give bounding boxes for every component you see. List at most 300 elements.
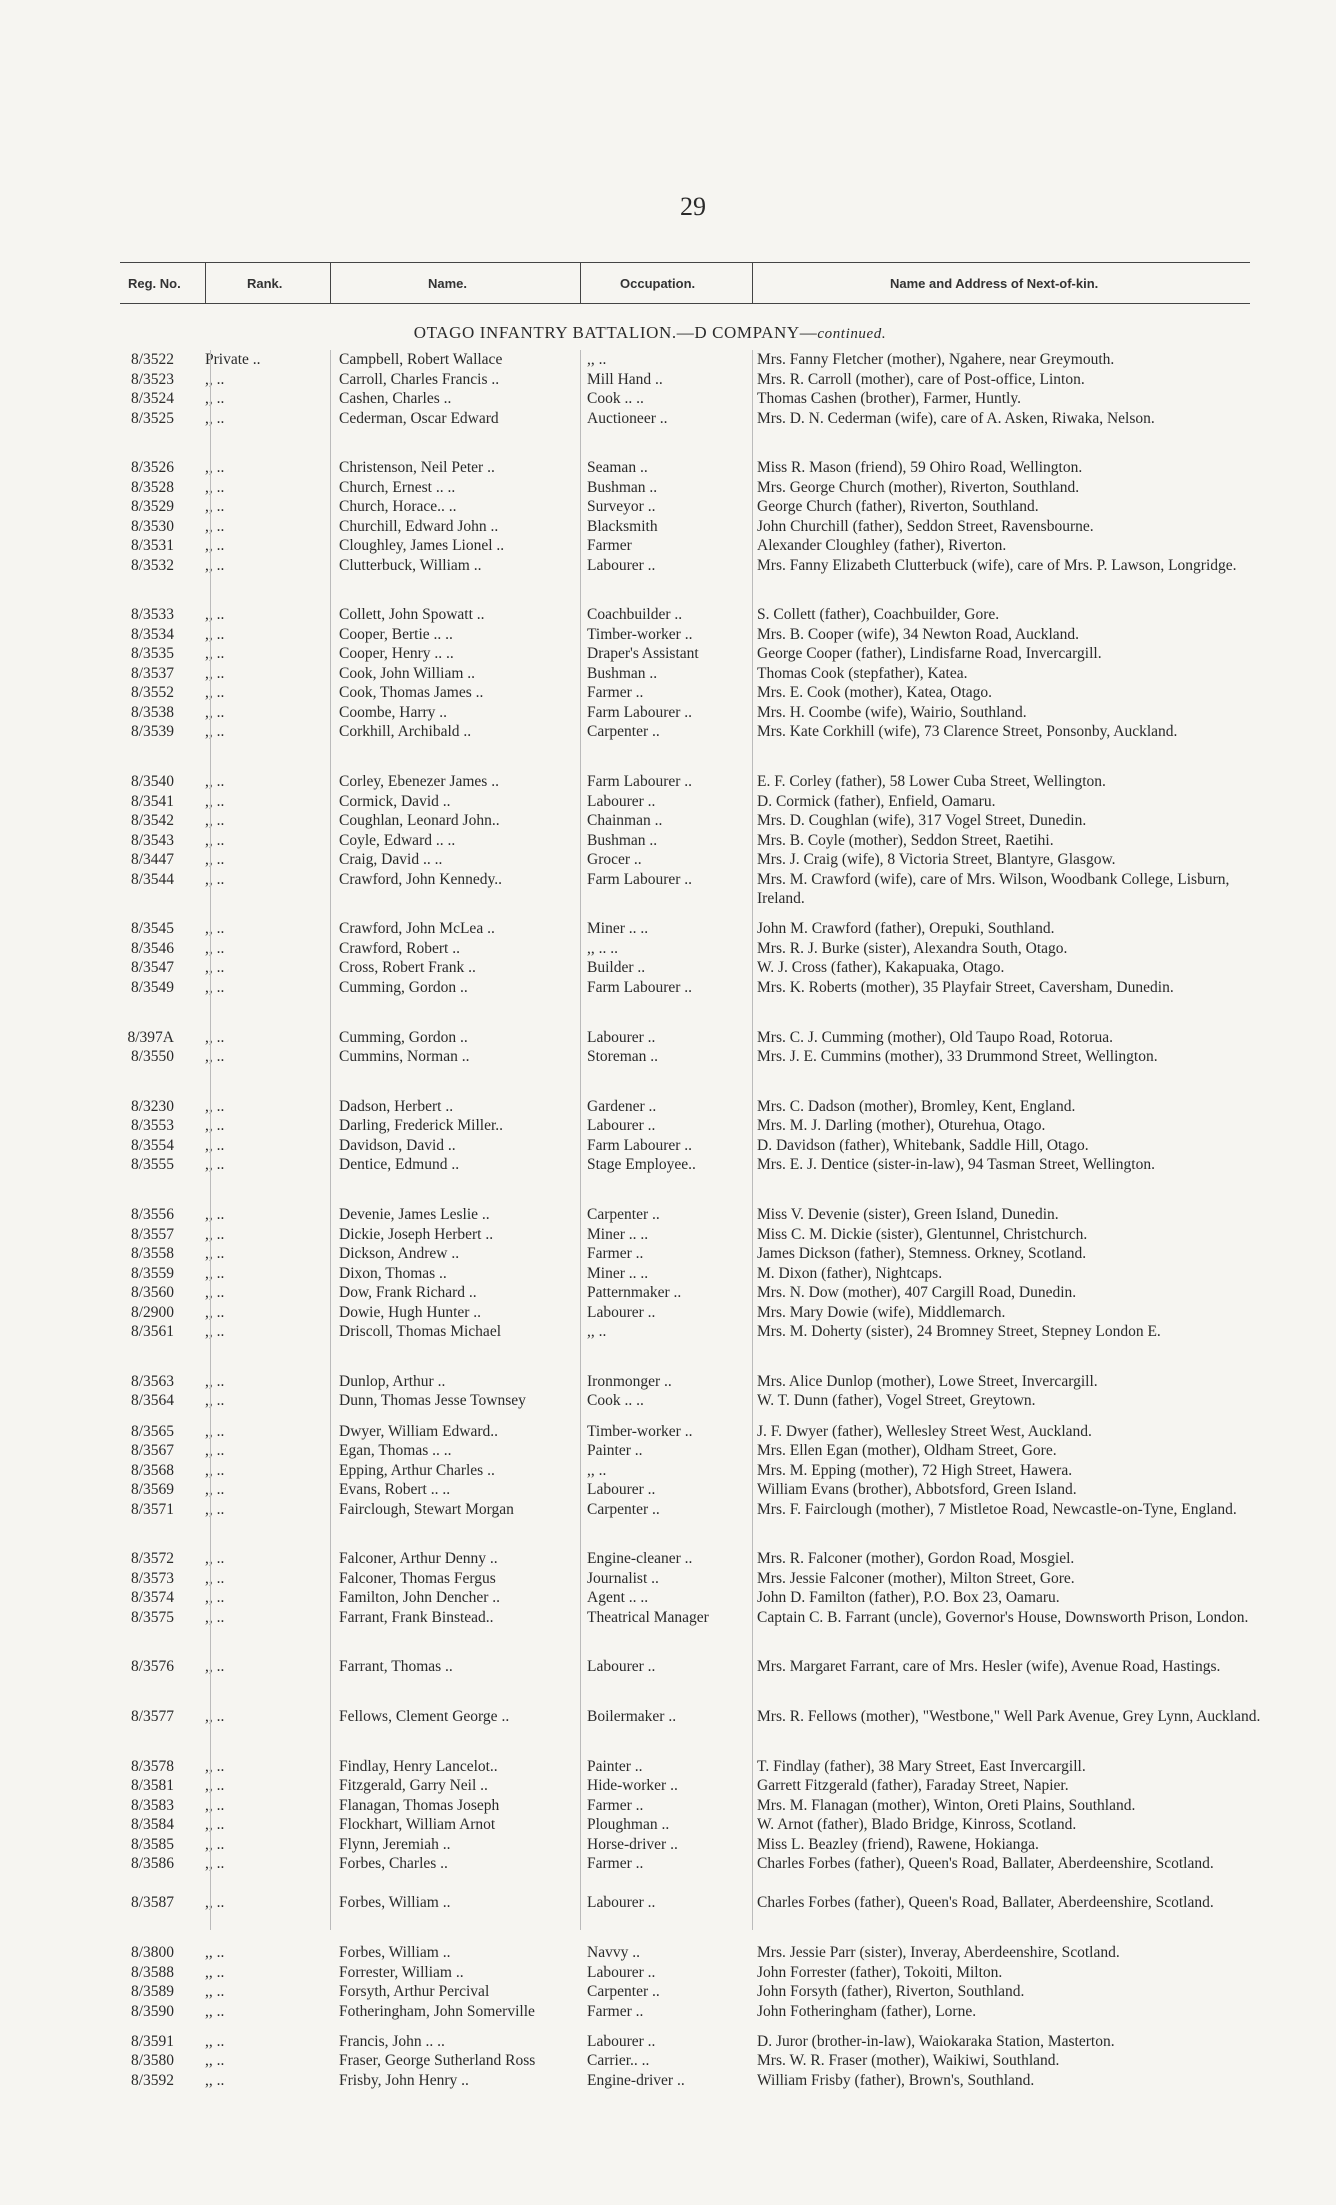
name-cell: Carroll, Charles Francis ..	[339, 370, 500, 388]
rank-cell: ,, ..	[205, 1117, 225, 1135]
next-of-kin-cell: Mrs. M. Doherty (sister), 24 Bromney Street, Stepney London E.	[757, 1323, 1161, 1341]
occupation-cell: Painter ..	[587, 1757, 643, 1775]
reg-no-cell: 8/3523	[130, 370, 174, 388]
name-cell: Cummins, Norman ..	[339, 1048, 470, 1066]
occupation-cell: Mill Hand ..	[587, 370, 663, 388]
occupation-cell: Journalist ..	[587, 1569, 659, 1587]
occupation-cell: Farmer ..	[587, 684, 644, 702]
name-cell: Cloughley, James Lionel ..	[339, 537, 505, 555]
reg-no-cell: 8/3560	[130, 1284, 174, 1302]
column-divider	[210, 350, 211, 1930]
rank-cell: ,, ..	[205, 1500, 225, 1518]
occupation-cell: Ploughman ..	[587, 1816, 670, 1834]
reg-no-cell: 8/3592	[130, 2071, 174, 2089]
name-cell: Cooper, Bertie .. ..	[339, 625, 453, 643]
name-cell: Forbes, William ..	[339, 1894, 451, 1912]
next-of-kin-cell: William Evans (brother), Abbotsford, Green Island.	[757, 1481, 1077, 1499]
next-of-kin-cell: Thomas Cook (stepfather), Katea.	[757, 664, 968, 682]
name-cell: Coughlan, Leonard John..	[339, 812, 500, 830]
next-of-kin-cell: Miss C. M. Dickie (sister), Glentunnel, Christchurch.	[757, 1225, 1088, 1243]
reg-no-cell: 8/397A	[127, 1028, 174, 1046]
occupation-cell: Patternmaker ..	[587, 1284, 682, 1302]
occupation-cell: Labourer ..	[587, 1658, 656, 1676]
reg-no-cell: 8/3535	[130, 645, 174, 663]
reg-no-cell: 8/3525	[130, 409, 174, 427]
reg-no-cell: 8/3563	[130, 1372, 174, 1390]
occupation-cell: Stage Employee..	[587, 1156, 696, 1174]
occupation-cell: Miner .. ..	[587, 1264, 649, 1282]
name-cell: Familton, John Dencher ..	[339, 1589, 501, 1607]
name-cell: Francis, John .. ..	[339, 2032, 445, 2050]
next-of-kin-cell: S. Collett (father), Coachbuilder, Gore.	[757, 606, 1000, 624]
next-of-kin-cell: Thomas Cashen (brother), Farmer, Huntly.	[757, 390, 1021, 407]
rank-cell: ,, ..	[205, 390, 225, 407]
rank-cell: ,, ..	[205, 1372, 225, 1390]
reg-no-cell: 8/3555	[130, 1156, 174, 1174]
name-cell: Devenie, James Leslie ..	[339, 1206, 490, 1224]
next-of-kin-cell: Mrs. Ellen Egan (mother), Oldham Street, Gore.	[757, 1442, 1057, 1460]
reg-no-cell: 8/3547	[130, 959, 174, 977]
reg-no-cell: 8/3542	[130, 812, 174, 830]
rank-cell: ,, ..	[205, 1816, 225, 1834]
name-cell: Flockhart, William Arnot	[339, 1816, 496, 1834]
occupation-cell: Seaman ..	[587, 459, 648, 477]
name-cell: Cormick, David ..	[339, 792, 451, 810]
occupation-cell: Labourer ..	[587, 556, 656, 574]
reg-no-cell: 8/3530	[130, 517, 174, 535]
name-cell: Farrant, Thomas ..	[339, 1658, 453, 1676]
next-of-kin-cell: Mrs. B. Cooper (wife), 34 Newton Road, Auckland.	[757, 625, 1080, 643]
reg-no-cell: 8/3584	[130, 1816, 174, 1834]
header-divider	[330, 262, 331, 304]
rank-cell: ,, ..	[205, 1225, 225, 1243]
name-cell: Dow, Frank Richard ..	[339, 1284, 477, 1302]
next-of-kin-cell: Mrs. C. J. Cumming (mother), Old Taupo Road, Rotorua.	[757, 1028, 1113, 1046]
occupation-cell: Miner .. ..	[587, 1225, 649, 1243]
occupation-cell: ,, ..	[587, 1461, 607, 1479]
reg-no-cell: 8/3540	[130, 773, 174, 791]
reg-no-cell: 8/3589	[130, 1983, 174, 2001]
name-cell: Forbes, William ..	[339, 1944, 451, 1962]
rank-cell: ,, ..	[205, 1284, 225, 1302]
name-cell: Corley, Ebenezer James ..	[339, 773, 499, 791]
name-cell: Fraser, George Sutherland Ross	[339, 2052, 536, 2070]
rank-cell: ,, ..	[205, 684, 225, 702]
rank-cell: ,, ..	[205, 1855, 225, 1873]
rank-cell: ,, ..	[205, 1461, 225, 1479]
reg-no-cell: 8/3591	[130, 2032, 174, 2050]
rank-cell: ,, ..	[205, 959, 225, 977]
occupation-cell: Labourer ..	[587, 1117, 656, 1135]
name-cell: Dentice, Edmund ..	[339, 1156, 460, 1174]
rank-cell: ,, ..	[205, 1323, 225, 1341]
occupation-cell: Labourer ..	[587, 1303, 656, 1321]
occupation-cell: Miner .. ..	[587, 920, 649, 938]
next-of-kin-cell: William Frisby (father), Brown's, Southland.	[757, 2071, 1035, 2089]
name-cell: Fotheringham, John Somerville	[339, 2002, 535, 2020]
reg-no-cell: 8/3561	[130, 1323, 174, 1341]
occupation-cell: Gardener ..	[587, 1097, 657, 1115]
name-cell: Falconer, Thomas Fergus	[339, 1569, 496, 1587]
rank-cell: ,, ..	[205, 1206, 225, 1224]
name-cell: Epping, Arthur Charles ..	[339, 1461, 495, 1479]
next-of-kin-cell: E. F. Corley (father), 58 Lower Cuba Street, Wellington.	[757, 773, 1106, 791]
rank-cell: ,, ..	[205, 723, 225, 741]
rank-cell: ,, ..	[205, 2032, 225, 2050]
next-of-kin-cell: Alexander Cloughley (father), Riverton.	[757, 537, 1007, 555]
rank-cell: ,, ..	[205, 2052, 225, 2070]
reg-no-cell: 8/3586	[130, 1855, 174, 1873]
page-number: 29	[680, 192, 706, 221]
next-of-kin-cell: Mrs. W. R. Fraser (mother), Waikiwi, Southland.	[757, 2052, 1060, 2070]
occupation-cell: Storeman ..	[587, 1048, 659, 1066]
occupation-cell: Coachbuilder ..	[587, 606, 683, 624]
reg-no-cell: 8/3531	[130, 537, 174, 555]
name-cell: Dwyer, William Edward..	[339, 1422, 499, 1440]
next-of-kin-cell: Mrs. Fanny Fletcher (mother), Ngahere, near Greymouth.	[757, 351, 1115, 368]
occupation-cell: Ironmonger ..	[587, 1372, 672, 1390]
next-of-kin-cell: T. Findlay (father), 38 Mary Street, East Invercargill.	[757, 1757, 1086, 1775]
rank-cell: ,, ..	[205, 1028, 225, 1046]
name-cell: Flynn, Jeremiah ..	[339, 1835, 451, 1853]
name-cell: Davidson, David ..	[339, 1136, 456, 1154]
header-top-rule	[120, 262, 1250, 263]
reg-no-cell: 8/3541	[130, 792, 174, 810]
rank-cell: ,, ..	[205, 1048, 225, 1066]
name-cell: Flanagan, Thomas Joseph	[339, 1796, 500, 1814]
next-of-kin-cell: Mrs. M. Crawford (wife), care of Mrs. Wilson, Woodbank College, Lisburn, Ireland.	[757, 870, 1230, 908]
occupation-cell: Farm Labourer ..	[587, 703, 693, 721]
reg-no-cell: 8/3544	[130, 870, 174, 888]
next-of-kin-cell: Captain C. B. Farrant (uncle), Governor's House, Downsworth Prison, London.	[757, 1608, 1249, 1626]
occupation-cell: Hide-worker ..	[587, 1777, 678, 1795]
reg-no-cell: 8/3549	[130, 978, 174, 996]
reg-no-cell: 8/3573	[130, 1569, 174, 1587]
reg-no-cell: 8/3559	[130, 1264, 174, 1282]
rank-cell: ,, ..	[205, 370, 225, 388]
occupation-cell: Farm Labourer ..	[587, 773, 693, 791]
name-cell: Craig, David .. ..	[339, 851, 443, 869]
reg-no-cell: 8/3587	[130, 1894, 174, 1912]
rank-cell: ,, ..	[205, 939, 225, 957]
name-cell: Forbes, Charles ..	[339, 1855, 448, 1873]
reg-no-cell: 8/3532	[130, 556, 174, 574]
next-of-kin-cell: Mrs. R. Falconer (mother), Gordon Road, Mosgiel.	[757, 1550, 1075, 1568]
name-cell: Cumming, Gordon ..	[339, 978, 468, 996]
next-of-kin-cell: Mrs. J. Craig (wife), 8 Victoria Street, Blantyre, Glasgow.	[757, 851, 1116, 869]
occupation-cell: ,, ..	[587, 351, 607, 368]
rank-cell: ,, ..	[205, 1589, 225, 1607]
reg-no-cell: 8/3575	[130, 1608, 174, 1626]
name-cell: Dunn, Thomas Jesse Townsey	[339, 1392, 526, 1410]
occupation-cell: Auctioneer ..	[587, 409, 668, 427]
rank-cell: ,, ..	[205, 1757, 225, 1775]
reg-no-cell: 8/3529	[130, 498, 174, 516]
next-of-kin-cell: Miss V. Devenie (sister), Green Island, Dunedin.	[757, 1206, 1059, 1224]
reg-no-cell: 8/3526	[130, 459, 174, 477]
reg-no-cell: 8/3524	[130, 390, 174, 407]
reg-no-cell: 8/3588	[130, 1963, 174, 1981]
reg-no-cell: 8/3568	[130, 1461, 174, 1479]
next-of-kin-cell: Miss L. Beazley (friend), Rawene, Hokianga.	[757, 1835, 1039, 1853]
name-cell: Fitzgerald, Garry Neil ..	[339, 1777, 488, 1795]
reg-no-cell: 8/3538	[130, 703, 174, 721]
reg-no-cell: 8/3569	[130, 1481, 174, 1499]
rank-cell: ,, ..	[205, 1550, 225, 1568]
rank-cell: ,, ..	[205, 556, 225, 574]
column-divider	[752, 350, 753, 1930]
name-cell: Fellows, Clement George ..	[339, 1708, 510, 1726]
name-cell: Coyle, Edward .. ..	[339, 831, 456, 849]
next-of-kin-cell: Charles Forbes (father), Queen's Road, Ballater, Aberdeenshire, Scotland.	[757, 1855, 1214, 1873]
occupation-cell: Cook .. ..	[587, 390, 644, 407]
occupation-cell: Bushman ..	[587, 478, 658, 496]
name-cell: Findlay, Henry Lancelot..	[339, 1757, 498, 1775]
next-of-kin-cell: Mrs. Alice Dunlop (mother), Lowe Street, Invercargill.	[757, 1372, 1098, 1390]
next-of-kin-cell: John Fotheringham (father), Lorne.	[757, 2002, 977, 2020]
name-cell: Darling, Frederick Miller..	[339, 1117, 503, 1135]
name-cell: Churchill, Edward John ..	[339, 517, 499, 535]
occupation-cell: Surveyor ..	[587, 498, 656, 516]
rank-cell: ,, ..	[205, 606, 225, 624]
occupation-cell: Bushman ..	[587, 664, 658, 682]
section-title	[0, 323, 1300, 343]
reg-no-cell: 8/3800	[130, 1944, 174, 1962]
rank-cell: ,, ..	[205, 1422, 225, 1440]
name-cell: Church, Ernest .. ..	[339, 478, 456, 496]
next-of-kin-cell: D. Davidson (father), Whitebank, Saddle Hill, Otago.	[757, 1136, 1089, 1154]
occupation-cell: Boilermaker ..	[587, 1708, 677, 1726]
rank-cell: ,, ..	[205, 703, 225, 721]
name-cell: Dunlop, Arthur ..	[339, 1372, 446, 1390]
name-cell: Church, Horace.. ..	[339, 498, 457, 516]
next-of-kin-cell: W. T. Dunn (father), Vogel Street, Greytown.	[757, 1392, 1036, 1410]
reg-no-cell: 8/3581	[130, 1777, 174, 1795]
occupation-cell: Chainman ..	[587, 812, 663, 830]
occupation-cell: ,, .. ..	[587, 939, 618, 957]
name-cell: Forsyth, Arthur Percival	[339, 1983, 490, 2001]
next-of-kin-cell: Mrs. R. Carroll (mother), care of Post-office, Linton.	[757, 370, 1085, 388]
rank-cell: ,, ..	[205, 459, 225, 477]
header-next-of-kin: Name and Address of Next-of-kin.	[890, 276, 1099, 291]
reg-no-cell: 8/3585	[130, 1835, 174, 1853]
occupation-cell: Farm Labourer ..	[587, 870, 693, 888]
name-cell: Crawford, John Kennedy..	[339, 870, 502, 888]
rank-cell: ,, ..	[205, 2002, 225, 2020]
next-of-kin-cell: D. Cormick (father), Enfield, Oamaru.	[757, 792, 996, 810]
header-name: Name.	[428, 276, 468, 291]
occupation-cell: Bushman ..	[587, 831, 658, 849]
name-cell: Coombe, Harry ..	[339, 703, 448, 721]
next-of-kin-cell: Mrs. Margaret Farrant, care of Mrs. Hesler (wife), Avenue Road, Hastings.	[757, 1658, 1221, 1676]
reg-no-cell: 8/3557	[130, 1225, 174, 1243]
reg-no-cell: 8/3578	[130, 1757, 174, 1775]
rank-cell: ,, ..	[205, 1708, 225, 1726]
next-of-kin-cell: John D. Familton (father), P.O. Box 23, Oamaru.	[757, 1589, 1060, 1607]
name-cell: Collett, John Spowatt ..	[339, 606, 485, 624]
occupation-cell: Farmer ..	[587, 2002, 644, 2020]
next-of-kin-cell: Mrs. Jessie Falconer (mother), Milton Street, Gore.	[757, 1569, 1075, 1587]
rank-cell: ,, ..	[205, 851, 225, 869]
next-of-kin-cell: John Forsyth (father), Riverton, Southland.	[757, 1983, 1025, 2001]
name-cell: Cross, Robert Frank ..	[339, 959, 476, 977]
name-cell: Farrant, Frank Binstead..	[339, 1608, 494, 1626]
next-of-kin-cell: Mrs. George Church (mother), Riverton, Southland.	[757, 478, 1080, 496]
occupation-cell: Labourer ..	[587, 2032, 656, 2050]
next-of-kin-cell: Mrs. K. Roberts (mother), 35 Playfair Street, Caversham, Dunedin.	[757, 978, 1174, 996]
occupation-cell: Cook .. ..	[587, 1392, 644, 1410]
rank-cell: ,, ..	[205, 1894, 225, 1912]
reg-no-cell: 8/3565	[130, 1422, 174, 1440]
next-of-kin-cell: Mrs. D. N. Cederman (wife), care of A. Asken, Riwaka, Nelson.	[757, 409, 1155, 427]
rank-cell: ,, ..	[205, 773, 225, 791]
next-of-kin-cell: Mrs. M. Epping (mother), 72 High Street, Hawera.	[757, 1461, 1073, 1479]
rank-cell: ,, ..	[205, 645, 225, 663]
reg-no-cell: 8/3564	[130, 1392, 174, 1410]
rank-cell: ,, ..	[205, 409, 225, 427]
reg-no-cell: 8/3550	[130, 1048, 174, 1066]
next-of-kin-cell: Mrs. Mary Dowie (wife), Middlemarch.	[757, 1303, 1006, 1321]
name-cell: Corkhill, Archibald ..	[339, 723, 472, 741]
next-of-kin-cell: Garrett Fitzgerald (father), Faraday Street, Napier.	[757, 1777, 1069, 1795]
reg-no-cell: 8/3447	[130, 851, 174, 869]
occupation-cell: Timber-worker ..	[587, 1422, 693, 1440]
rank-cell: ,, ..	[205, 1245, 225, 1263]
rank-cell: ,, ..	[205, 2071, 225, 2089]
name-cell: Dadson, Herbert ..	[339, 1097, 454, 1115]
reg-no-cell: 8/3571	[130, 1500, 174, 1518]
rank-cell: ,, ..	[205, 498, 225, 516]
name-cell: Cook, Thomas James ..	[339, 684, 484, 702]
rank-cell: ,, ..	[205, 664, 225, 682]
rank-cell: ,, ..	[205, 1481, 225, 1499]
occupation-cell: Engine-driver ..	[587, 2071, 685, 2089]
occupation-cell: Farm Labourer ..	[587, 978, 693, 996]
occupation-cell: Grocer ..	[587, 851, 642, 869]
reg-no-cell: 8/3522	[130, 351, 174, 368]
reg-no-cell: 8/3574	[130, 1589, 174, 1607]
next-of-kin-cell: Miss R. Mason (friend), 59 Ohiro Road, Wellington.	[757, 459, 1083, 477]
reg-no-cell: 8/3554	[130, 1136, 174, 1154]
rank-cell: ,, ..	[205, 920, 225, 938]
rank-cell: ,, ..	[205, 1442, 225, 1460]
occupation-cell: Farmer ..	[587, 1855, 644, 1873]
rank-cell: ,, ..	[205, 792, 225, 810]
name-cell: Evans, Robert .. ..	[339, 1481, 451, 1499]
next-of-kin-cell: Mrs. R. Fellows (mother), "Westbone," Well Park Avenue, Grey Lynn, Auckland.	[757, 1708, 1261, 1726]
name-cell: Clutterbuck, William ..	[339, 556, 482, 574]
next-of-kin-cell: George Church (father), Riverton, Southland.	[757, 498, 1039, 516]
name-cell: Dickie, Joseph Herbert ..	[339, 1225, 494, 1243]
rank-cell: ,, ..	[205, 1156, 225, 1174]
name-cell: Cederman, Oscar Edward	[339, 409, 499, 427]
occupation-cell: Horse-driver ..	[587, 1835, 678, 1853]
name-cell: Egan, Thomas .. ..	[339, 1442, 452, 1460]
rank-cell: ,, ..	[205, 625, 225, 643]
next-of-kin-cell: Mrs. E. Cook (mother), Katea, Otago.	[757, 684, 993, 702]
name-cell: Cook, John William ..	[339, 664, 476, 682]
next-of-kin-cell: John Forrester (father), Tokoiti, Milton.	[757, 1963, 1003, 1981]
occupation-cell: Labourer ..	[587, 1963, 656, 1981]
occupation-cell: Navvy ..	[587, 1944, 640, 1962]
occupation-cell: Blacksmith	[587, 517, 658, 535]
rank-cell: ,, ..	[205, 1796, 225, 1814]
name-cell: Cashen, Charles ..	[339, 390, 452, 407]
name-cell: Crawford, Robert ..	[339, 939, 460, 957]
rank-cell: ,, ..	[205, 1264, 225, 1282]
header-divider	[205, 262, 206, 304]
next-of-kin-cell: John M. Crawford (father), Orepuki, Southland.	[757, 920, 1055, 938]
section-title-text: OTAGO INFANTRY BATTALION.—D COMPANY—	[413, 323, 818, 342]
reg-no-cell: 8/3590	[130, 2002, 174, 2020]
next-of-kin-cell: Mrs. R. J. Burke (sister), Alexandra South, Otago.	[757, 939, 1068, 957]
occupation-cell: Labourer ..	[587, 792, 656, 810]
rank-cell: ,, ..	[205, 517, 225, 535]
next-of-kin-cell: Mrs. B. Coyle (mother), Seddon Street, Raetihi.	[757, 831, 1054, 849]
next-of-kin-cell: Mrs. D. Coughlan (wife), 317 Vogel Street, Dunedin.	[757, 812, 1087, 830]
rank-cell: ,, ..	[205, 537, 225, 555]
next-of-kin-cell: Mrs. Fanny Elizabeth Clutterbuck (wife), care of Mrs. P. Lawson, Longridge.	[757, 556, 1237, 574]
header-rank: Rank.	[247, 276, 283, 291]
occupation-cell: Engine-cleaner ..	[587, 1550, 693, 1568]
occupation-cell: Labourer ..	[587, 1481, 656, 1499]
rank-cell: ,, ..	[205, 870, 225, 888]
reg-no-cell: 8/3556	[130, 1206, 174, 1224]
name-cell: Driscoll, Thomas Michael	[339, 1323, 502, 1341]
name-cell: Dixon, Thomas ..	[339, 1264, 447, 1282]
reg-no-cell: 8/3230	[130, 1097, 174, 1115]
occupation-cell: Farm Labourer ..	[587, 1136, 693, 1154]
header-occupation: Occupation.	[620, 276, 696, 291]
reg-no-cell: 8/3583	[130, 1796, 174, 1814]
next-of-kin-cell: Mrs. J. E. Cummins (mother), 33 Drummond Street, Wellington.	[757, 1048, 1158, 1066]
rank-cell: ,, ..	[205, 1569, 225, 1587]
name-cell: Forrester, William ..	[339, 1963, 464, 1981]
occupation-cell: Carpenter ..	[587, 723, 660, 741]
section-continued: continued.	[817, 326, 887, 342]
next-of-kin-cell: M. Dixon (father), Nightcaps.	[757, 1264, 943, 1282]
reg-no-cell: 8/3534	[130, 625, 174, 643]
next-of-kin-cell: Mrs. E. J. Dentice (sister-in-law), 94 Tasman Street, Wellington.	[757, 1156, 1155, 1174]
name-cell: Dowie, Hugh Hunter ..	[339, 1303, 482, 1321]
reg-no-cell: 8/3537	[130, 664, 174, 682]
rank-cell: ,, ..	[205, 1983, 225, 2001]
reg-no-cell: 8/3528	[130, 478, 174, 496]
next-of-kin-cell: Mrs. C. Dadson (mother), Bromley, Kent, England.	[757, 1097, 1076, 1115]
name-cell: Fairclough, Stewart Morgan	[339, 1500, 514, 1518]
name-cell: Frisby, John Henry ..	[339, 2071, 469, 2089]
rank-cell: ,, ..	[205, 1303, 225, 1321]
reg-no-cell: 8/3558	[130, 1245, 174, 1263]
header-reg-no: Reg. No.	[128, 276, 181, 291]
next-of-kin-cell: John Churchill (father), Seddon Street, Ravensbourne.	[757, 517, 1094, 535]
occupation-cell: Painter ..	[587, 1442, 643, 1460]
occupation-cell: Farmer ..	[587, 1245, 644, 1263]
name-cell: Crawford, John McLea ..	[339, 920, 495, 938]
next-of-kin-cell: Mrs. M. Flanagan (mother), Winton, Oreti Plains, Southland.	[757, 1796, 1136, 1814]
next-of-kin-cell: Mrs. H. Coombe (wife), Wairio, Southland.	[757, 703, 1027, 721]
next-of-kin-cell: J. F. Dwyer (father), Wellesley Street West, Auckland.	[757, 1422, 1092, 1440]
rank-cell: ,, ..	[205, 478, 225, 496]
next-of-kin-cell: Mrs. F. Fairclough (mother), 7 Mistletoe Road, Newcastle-on-Tyne, England.	[757, 1500, 1237, 1518]
occupation-cell: Carpenter ..	[587, 1983, 660, 2001]
occupation-cell: Labourer ..	[587, 1028, 656, 1046]
next-of-kin-cell: Mrs. M. J. Darling (mother), Oturehua, Otago.	[757, 1117, 1046, 1135]
rank-cell: ,, ..	[205, 1777, 225, 1795]
rank-cell: ,, ..	[205, 1835, 225, 1853]
rank-cell: ,, ..	[205, 978, 225, 996]
next-of-kin-cell: W. J. Cross (father), Kakapuaka, Otago.	[757, 959, 1005, 977]
